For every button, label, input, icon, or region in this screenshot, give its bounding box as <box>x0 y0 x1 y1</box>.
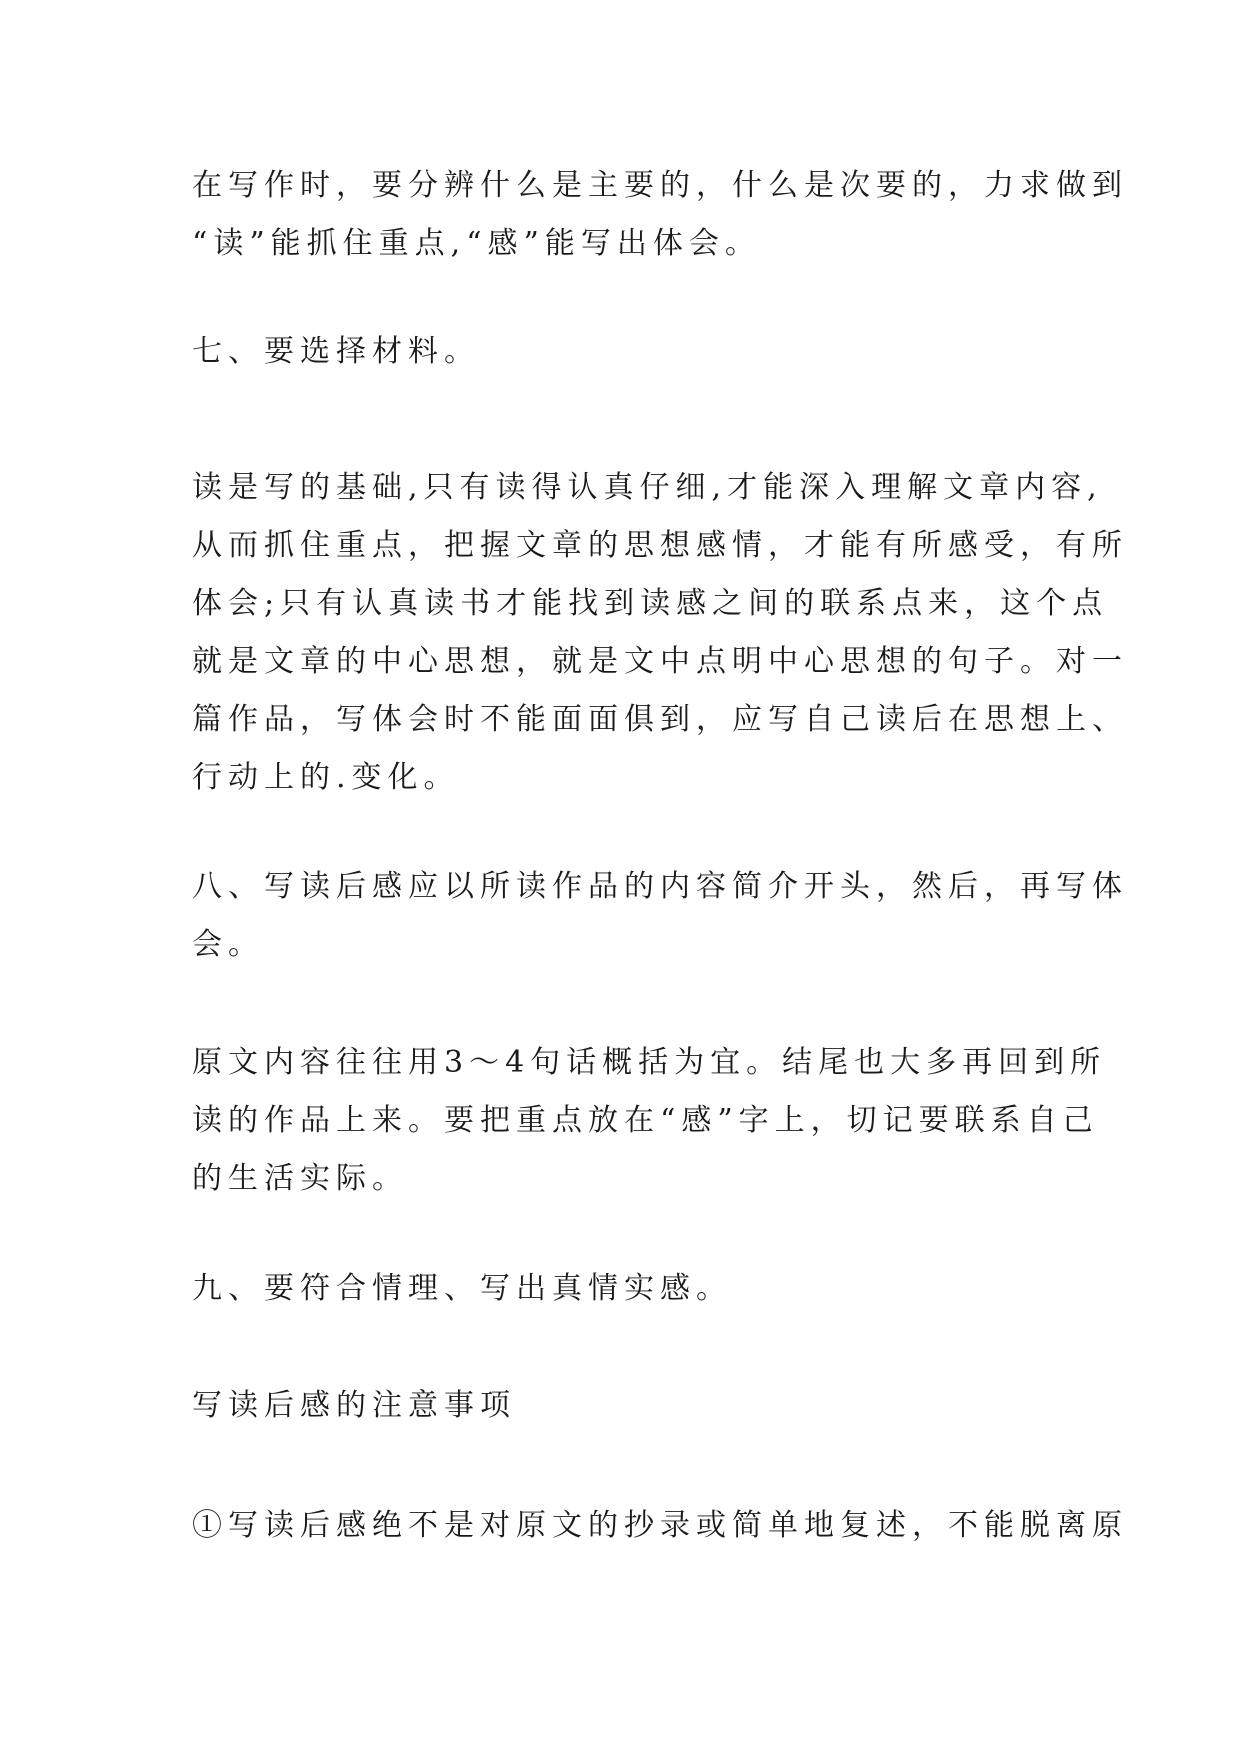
text-line: 体会;只有认真读书才能找到读感之间的联系点来，这个点 <box>192 586 1109 621</box>
paragraph-eight <box>192 858 1128 974</box>
paragraph-reading-basis <box>192 459 1128 807</box>
paragraph-writing-focus <box>192 157 1128 273</box>
text-line: 原文内容往往用3～4句话概括为宜。结尾也大多再回到所 <box>192 1045 1107 1080</box>
text-line: ①写读后感绝不是对原文的抄录或简单地复述，不能脱离原 <box>192 1508 1128 1543</box>
text-line: 八、写读后感应以所读作品的内容简介开头，然后，再写体 <box>192 869 1128 904</box>
text-line: 从而抓住重点，把握文章的思想感情，才能有所感受，有所 <box>192 528 1128 563</box>
text-line: 读是写的基础,只有读得认真仔细,才能深入理解文章内容, <box>192 470 1103 505</box>
text-line: 的生活实际。 <box>192 1161 408 1196</box>
text-line: “读”能抓住重点,“感”能写出体会。 <box>192 226 761 261</box>
paragraph-note-one <box>192 1497 1128 1555</box>
text-line: 九、要符合情理、写出真情实感。 <box>192 1271 732 1306</box>
paragraph-summary-guidance <box>192 1034 1107 1208</box>
text-line: 七、要选择材料。 <box>192 334 480 369</box>
text-line: 读的作品上来。要把重点放在“感”字上，切记要联系自己 <box>192 1103 1099 1138</box>
section-title-notes <box>192 1377 1072 1435</box>
text-line: 行动上的.变化。 <box>192 760 460 795</box>
heading-nine <box>192 1260 1072 1318</box>
heading-seven <box>192 323 1072 381</box>
text-line: 就是文章的中心思想，就是文中点明中心思想的句子。对一 <box>192 644 1128 679</box>
text-line: 在写作时，要分辨什么是主要的，什么是次要的，力求做到 <box>192 168 1128 203</box>
text-line: 写读后感的注意事项 <box>192 1388 516 1423</box>
text-line: 会。 <box>192 927 264 962</box>
text-line: 篇作品，写体会时不能面面俱到，应写自己读后在思想上、 <box>192 702 1128 737</box>
